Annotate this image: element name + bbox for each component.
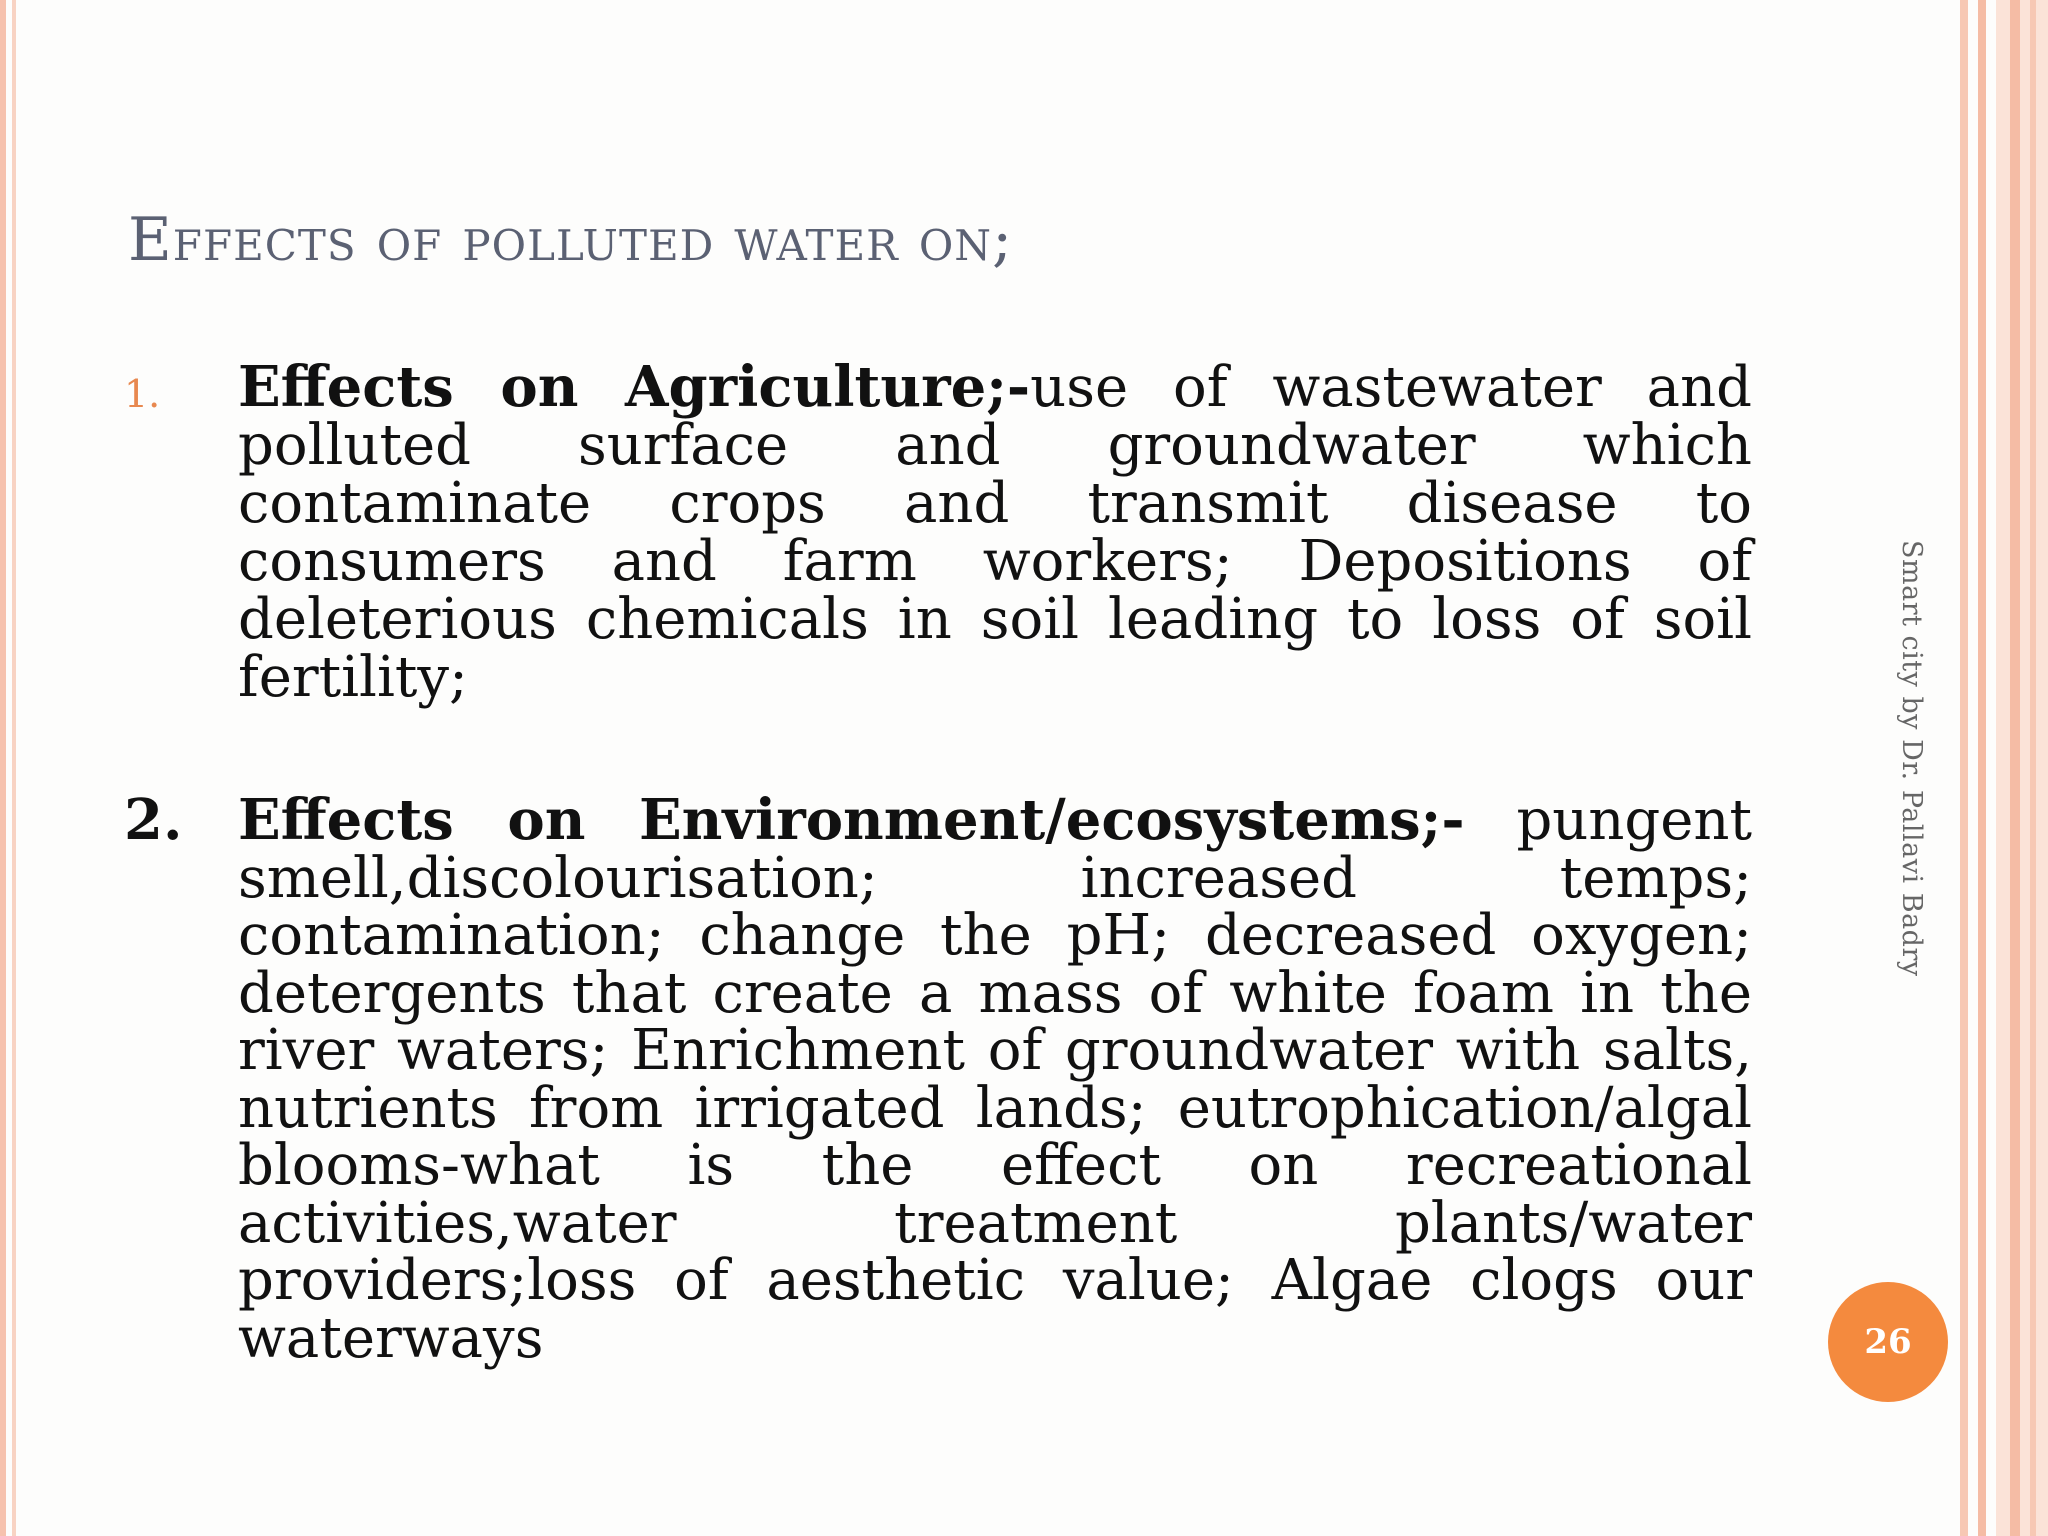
slide-title: Effects of polluted water on; [128,205,1014,275]
list-number-2: 2. [124,787,183,853]
list-number-1: 1. [124,372,161,416]
left-border-stripe [0,0,6,1536]
right-border-panel [1996,0,2048,1536]
list-item-heading: Effects on Environment/ecosystems;- [238,787,1465,853]
page-number: 26 [1864,1322,1912,1362]
right-border-stripe [2010,0,2020,1536]
right-border-stripe [1978,0,1986,1536]
list-item-body: pungent smell,discolourisation; increased temps; contamination; change the pH; decreased oxygen; detergents that create a mass of white foam in the river waters; Enrichment of groundwater with salts, nutrients from irrigated lands; eutrophication/algal blooms-what is the effect on recreational activities,water treatment plants/water providers;loss of aesthetic value; Algae clogs our waterways [238,788,1752,1371]
list-item-environment [238,787,1752,1371]
side-caption: Smart city by Dr. Pallavi Badry [1896,540,1927,977]
right-border-stripe [2030,0,2036,1536]
right-border-stripe [1960,0,1968,1536]
list-item-agriculture [238,354,1752,710]
list-item-heading: Effects on Agriculture;- [238,354,1031,420]
page-number-badge [1828,1282,1948,1402]
list-item-body: use of wastewater and polluted surface and groundwater which contaminate crops and transmit disease to consumers and farm workers; Depositions of deleterious chemicals in soil leading to loss of soil fertility; [238,355,1752,710]
left-border-stripe [12,0,16,1536]
